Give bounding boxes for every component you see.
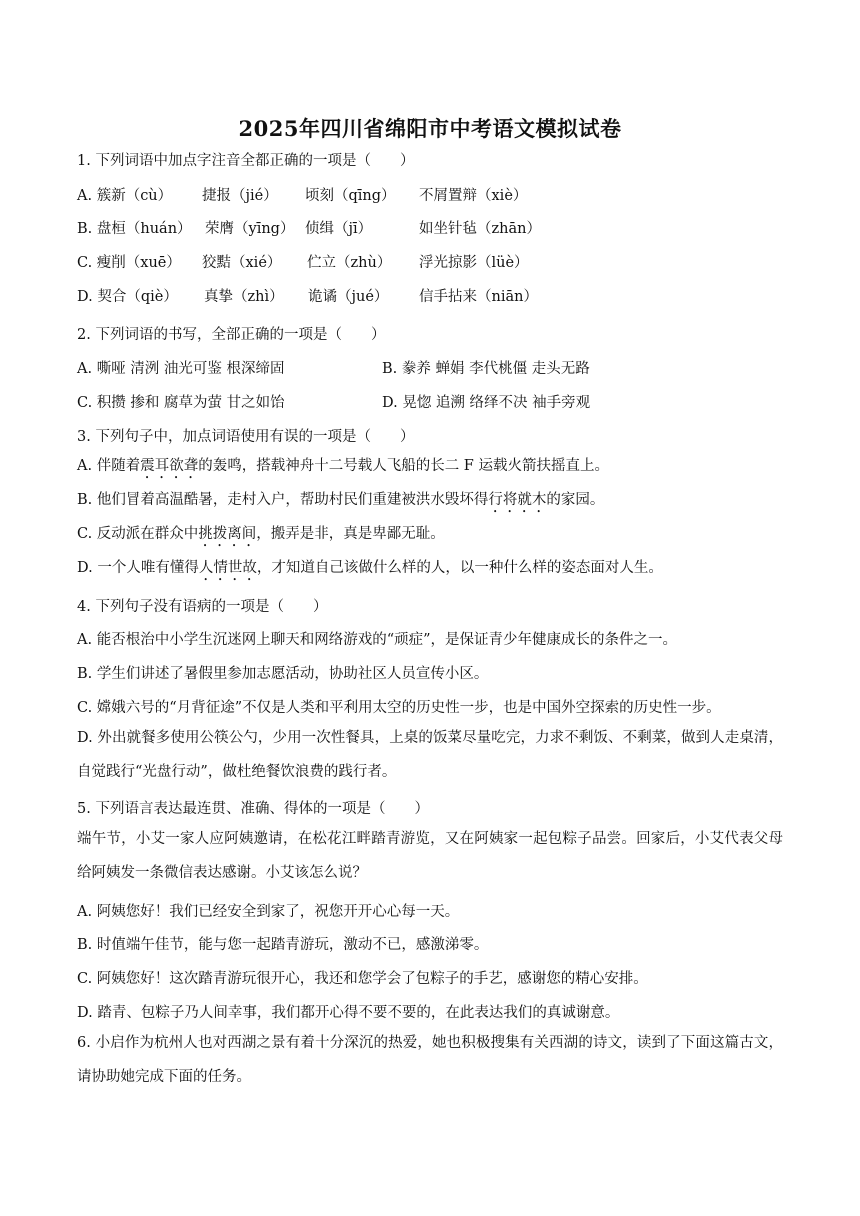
- q3-a-pre: A. 伴随着: [77, 458, 141, 474]
- q1-c-word1: C. 瘦削（xuē）: [77, 255, 181, 271]
- q1-d-word2: 真挚（zhì）: [204, 289, 284, 305]
- q1-b-word4: 如坐针毡（zhān）: [419, 221, 541, 237]
- q3-b-post: 的家园。: [546, 492, 605, 508]
- q1-c-word3: 伫立（zhù）: [307, 255, 392, 271]
- q1-stem: 1. 下列词语中加点字注音全都正确的一项是（ ）: [77, 153, 415, 169]
- q6-text: 6. 小启作为杭州人也对西湖之景有着十分深沉的热爱，她也积极搜集有关西湖的诗文，读到了下面这篇古文，请协助她完成下面的任务。: [77, 1035, 783, 1085]
- q5-option-b: B. 时值端午佳节，能与您一起踏青游玩，激动不已，感激涕零。: [77, 937, 489, 953]
- q3-option-b: [77, 490, 604, 516]
- q2-stem: 2. 下列词语的书写，全部正确的一项是（ ）: [77, 327, 386, 343]
- q3-stem: 3. 下列句子中，加点词语使用有误的一项是（ ）: [77, 429, 415, 445]
- q3-option-a: [77, 456, 609, 482]
- q3-a-dotted-word: 震耳欲聋: [140, 458, 199, 474]
- q4-option-d: D. 外出就餐多使用公筷公勺，少用一次性餐具，上桌的饭菜尽量吃完，力求不剩饭、不剩菜，做到人走桌清，自觉践行“光盘行动”，做杜绝餐饮浪费的践行者。: [77, 730, 783, 780]
- q3-c-post: ，搬弄是非，真是卑鄙无耻。: [256, 526, 445, 542]
- q1-a-word2: 捷报（jié）: [202, 188, 278, 204]
- q1-c-word4: 浮光掠影（lüè）: [419, 255, 529, 271]
- q1-b-word1: B. 盘桓（huán）: [77, 221, 192, 237]
- q3-b-pre: B. 他们冒着高温酷暑，走村入户，帮助村民们重建被洪水毁坏得: [77, 492, 489, 508]
- q4-option-a: A. 能否根治中小学生沉迷网上聊天和网络游戏的“顽症”，是保证青少年健康成长的条件之一。: [77, 632, 678, 648]
- page-title: 2025年四川省绵阳市中考语文模拟试卷: [238, 116, 622, 141]
- q1-b-word2: 荣膺（yīng）: [205, 221, 295, 237]
- q3-a-post: 的轰鸣，搭载神舟十二号载人飞船的长二 F 运载火箭扶摇直上。: [198, 458, 609, 474]
- q4-option-c: C. 嫦娥六号的“月背征途”不仅是人类和平利用太空的历史性一步，也是中国外空探索的历史性一步。: [77, 700, 721, 716]
- q2-option-b: B. 豢养 蝉娟 李代桃僵 走头无路: [382, 361, 590, 377]
- q3-d-dotted-word: 人情世故: [198, 560, 257, 576]
- q4-option-b: B. 学生们讲述了暑假里参加志愿活动，协助社区人员宣传小区。: [77, 666, 489, 682]
- q3-d-pre: D. 一个人唯有懂得: [77, 560, 199, 576]
- q1-d-word1: D. 契合（qiè）: [77, 289, 178, 305]
- q5-context: 端午节，小艾一家人应阿姨邀请，在松花江畔踏青游览，又在阿姨家一起包粽子品尝。回家后，小艾代表父母给阿姨发一条微信表达感谢。小艾该怎么说？: [77, 831, 783, 881]
- q5-option-a: A. 阿姨您好！我们已经安全到家了，祝您开开心心每一天。: [77, 904, 460, 920]
- q3-d-post: ，才知道自己该做什么样的人，以一种什么样的姿态面对人生。: [256, 560, 663, 576]
- q1-a-word3: 顷刻（qīng）: [305, 188, 396, 204]
- q3-option-d: [77, 558, 663, 584]
- q2-option-a: A. 嘶哑 清洌 油光可鉴 根深缔固: [77, 361, 285, 377]
- q3-b-dotted-word: 行将就木: [488, 492, 547, 508]
- q3-option-c: [77, 524, 445, 550]
- q1-a-word1: A. 簇新（cù）: [77, 188, 173, 204]
- q1-c-word2: 狡黠（xié）: [202, 255, 282, 271]
- q3-c-dotted-word: 挑拨离间: [198, 526, 257, 542]
- q2-option-d: D. 晃惚 追溯 络绎不决 袖手旁观: [382, 395, 591, 411]
- q5-option-d: D. 踏青、包粽子乃人间幸事，我们都开心得不要不要的，在此表达我们的真诚谢意。: [77, 1005, 620, 1021]
- q5-stem: 5. 下列语言表达最连贯、准确、得体的一项是（ ）: [77, 801, 429, 817]
- q1-b-word3: 侦缉（jī）: [305, 221, 373, 237]
- q1-a-word4: 不屑置辩（xiè）: [419, 188, 528, 204]
- q1-d-word3: 诡谲（jué）: [308, 289, 389, 305]
- q3-c-pre: C. 反动派在群众中: [77, 526, 199, 542]
- q2-option-c: C. 积攒 掺和 腐草为萤 甘之如饴: [77, 395, 285, 411]
- q5-option-c: C. 阿姨您好！这次踏青游玩很开心，我还和您学会了包粽子的手艺，感谢您的精心安排。: [77, 971, 648, 987]
- q4-stem: 4. 下列句子没有语病的一项是（ ）: [77, 599, 328, 615]
- q1-d-word4: 信手拈来（niān）: [419, 289, 538, 305]
